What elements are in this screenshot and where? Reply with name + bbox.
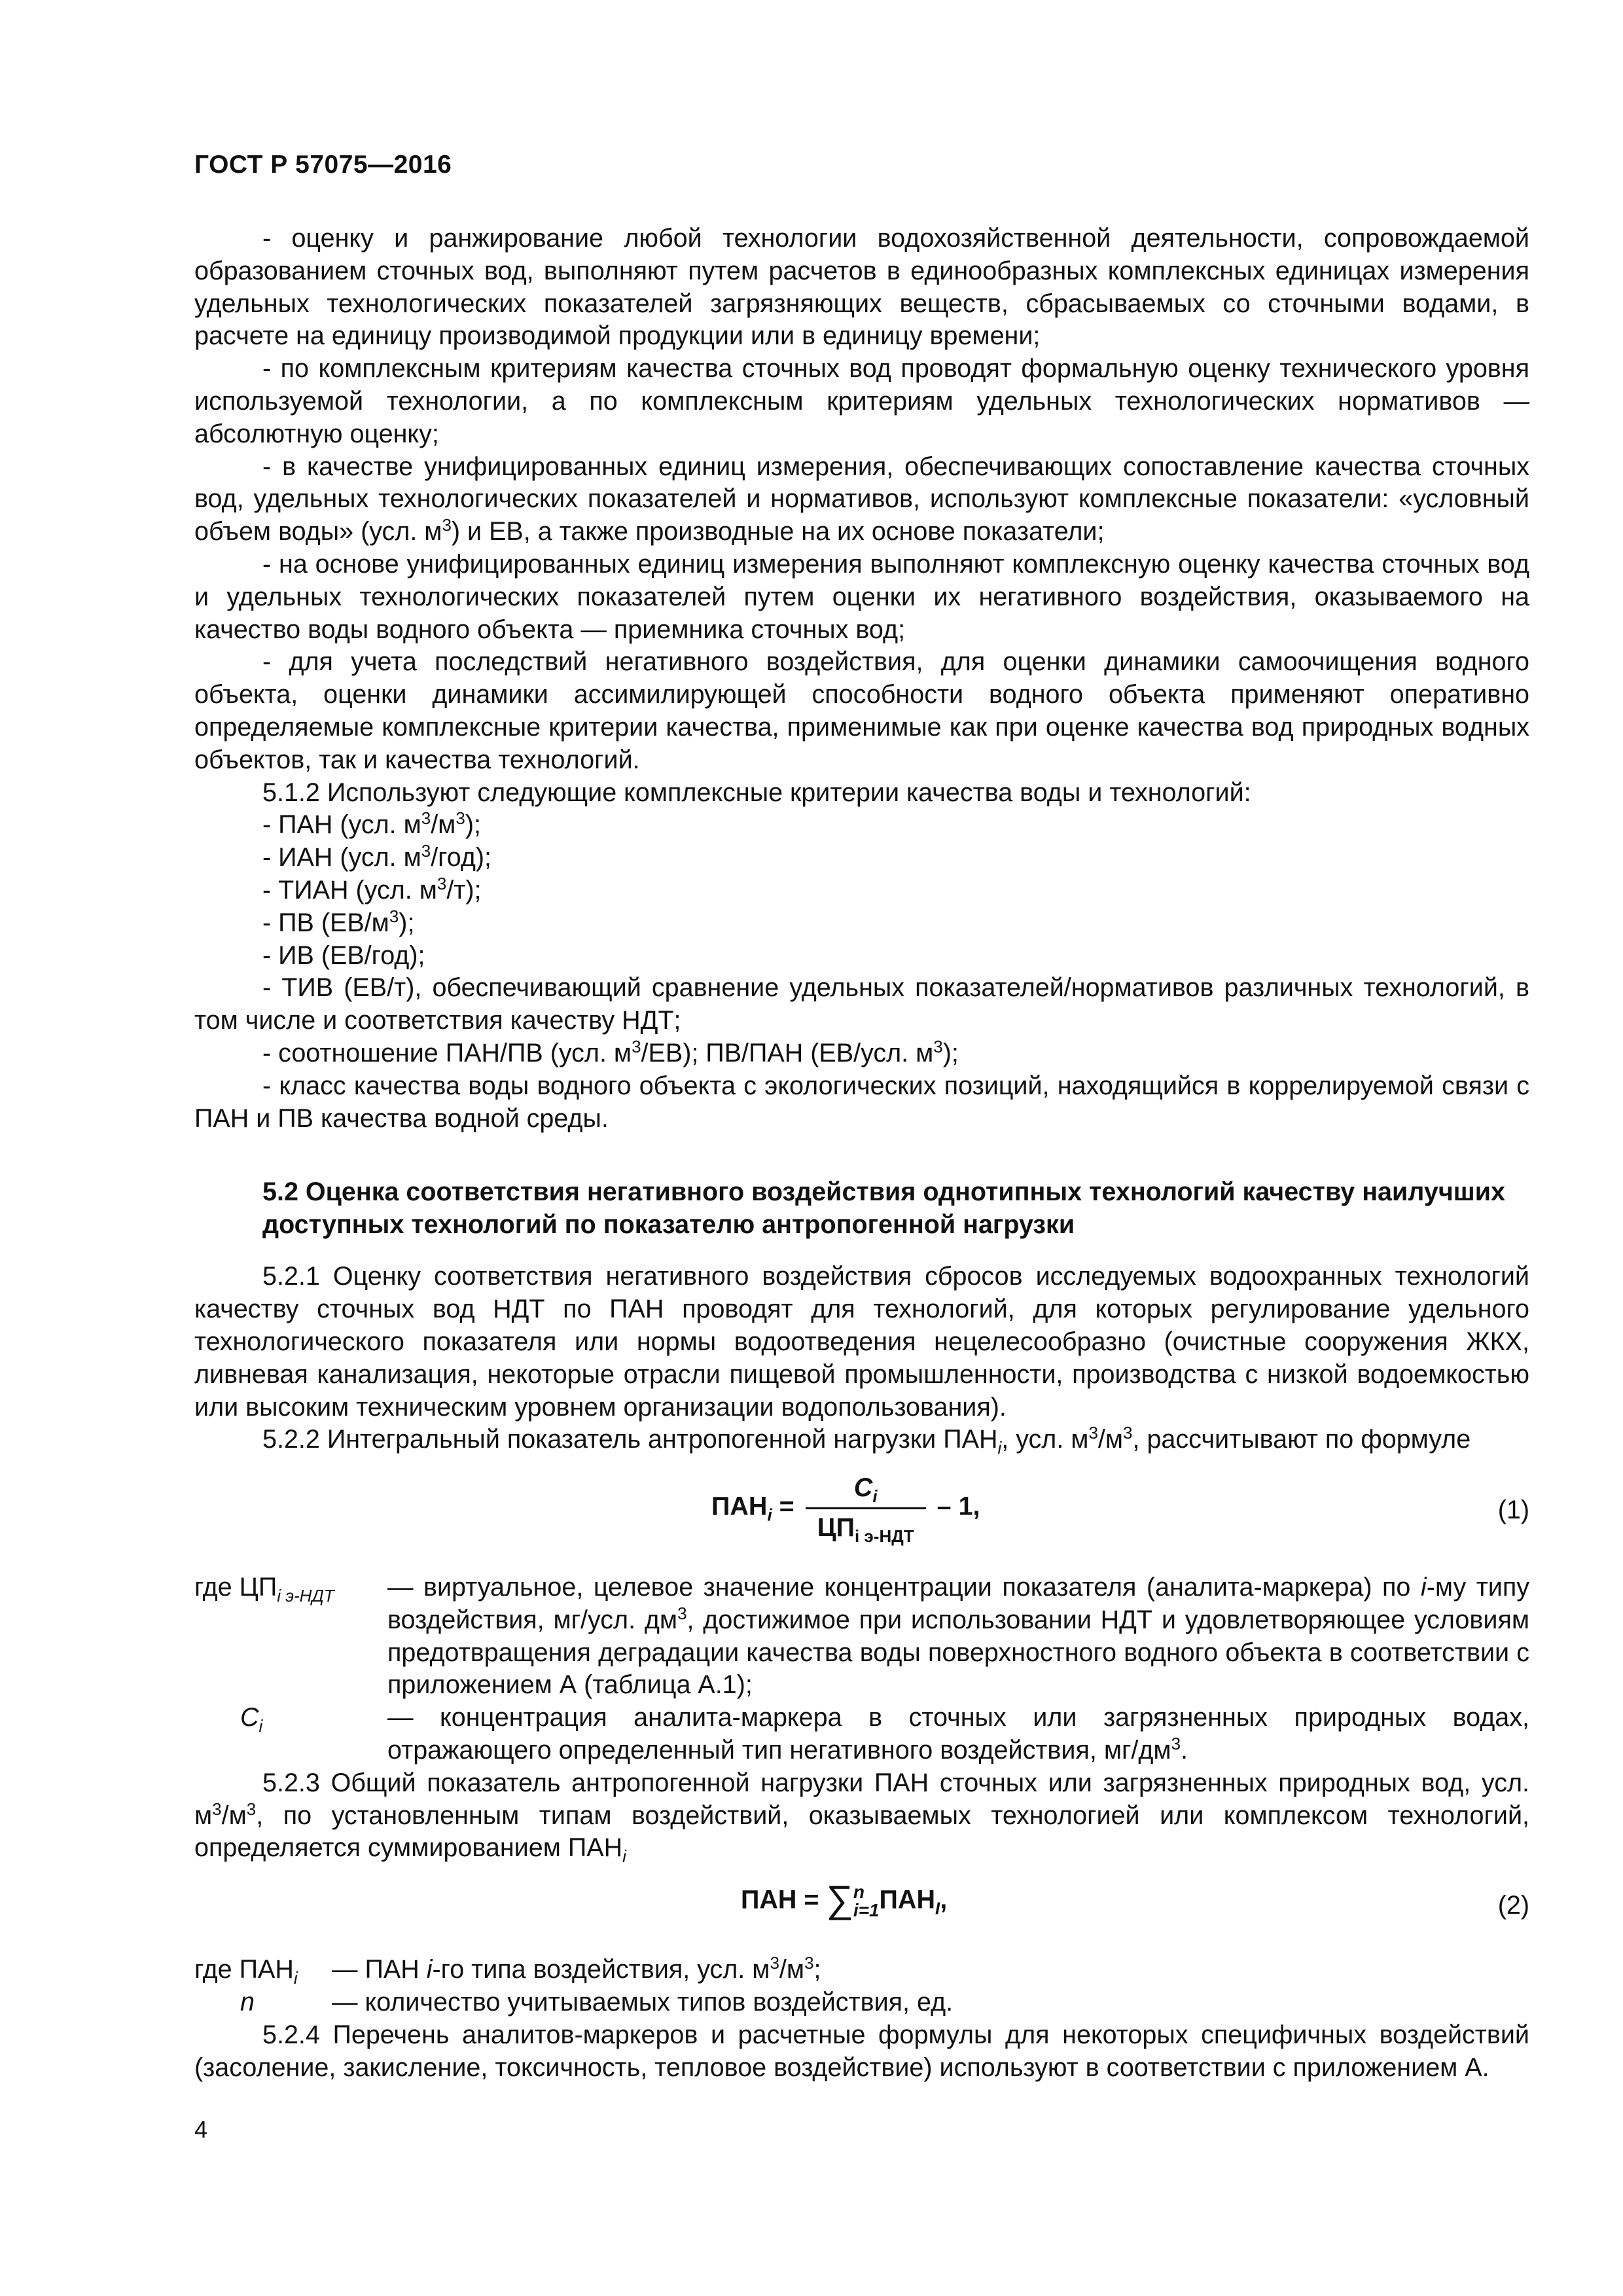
list-item: - оценку и ранжирование любой технологии водохозяйственной деятельности, сопровождаемой образованием сточных вод, выполняют путем расчетов в единообразных комплексных единицах измерения удельных технологических показателей загрязняющих веществ, сбрасываемых со сточными водами, в расчете на единицу производимой продукции или в единицу времени; xyxy=(194,224,1529,351)
paragraph-5-2-2: 5.2.2 Интегральный показатель антропогенной нагрузки $ПАН_i$, усл. $м^3/м^3$, рассчитывают по формуле xyxy=(262,1423,1471,1458)
definition-ci: $C_i$ — концентрация аналита-маркера в сточных или загрязненных природных водах, отражающего определенный тип негативного воздействия, $мг/дм^3$. xyxy=(240,1703,1529,1765)
paragraph-5-2-3: 5.2.3 Общий показатель антропогенной нагрузки ПАН сточных или загрязненных природных вод, усл. $м^3/м^3$, по установленным типам воздействий, оказываемых технологией или комплексом технологий, определяется суммированием $ПАН_i$ xyxy=(194,1768,1529,1867)
paragraph-5-2-1: 5.2.1 Оценку соответствия негативного воздействия сбросов исследуемых водоохранных технологий качеству сточных вод НДТ по ПАН проводят для технологий, для которых регулирование удельного технологического показателя или нормы водоотведения нецелесообразно (очистные сооружения ЖКХ, ливневая канализация, некоторые отрасли пищевой промышленности, производства с низкой водоемкостью или высоким техническим уровнем организации водопользования). xyxy=(194,1262,1529,1422)
paragraph-5-1-2: 5.1.2 Используют следующие комплексные критерии качества воды и технологий: xyxy=(262,778,1251,807)
list-item: - по комплексным критериям качества сточных вод проводят формальную оценку технического уровня используемой технологии, а по комплексным критериям удельных технологических нормативов — абсолютную оценку; xyxy=(194,354,1529,448)
criterion-pv: - ПВ $(ЕВ/м^3)$; xyxy=(262,906,415,937)
criterion-pan: - ПАН (усл. $м^3/м^3$); xyxy=(262,808,481,840)
list-item: - в качестве унифицированных единиц измерения, обеспечивающих сопоставление качества сточных вод, удельных технологических показателей и нормативов, используют комплексные показатели: «условный объем воды» (усл. $м^3$) и ЕВ, а также производные на их основе показатели; xyxy=(194,452,1529,547)
criterion-tiv: - ТИВ (ЕВ/т), обеспечивающий сравнение удельных показателей/нормативов различных технологий, в том числе и соответствия качеству НДТ; xyxy=(194,973,1529,1035)
criterion-iv: - ИВ (ЕВ/год); xyxy=(262,941,425,970)
equation-number: (1) xyxy=(1497,1496,1529,1525)
criterion-ratio: - соотношение ПАН/ПВ (усл. $м^3/ЕВ$); ПВ/ПАН (ЕВ/усл. $м^3$); xyxy=(262,1036,959,1067)
section-heading-5-2: 5.2 Оценка соответствия негативного воздействия однотипных технологий качеству наилучших доступных технологий по показателю антропогенной нагрузки xyxy=(262,1177,1505,1240)
definition-n: n — количество учитываемых типов воздействия, ед. xyxy=(240,1988,954,2017)
formula-1-expression: $ПАН_i$ = $\frac{C_i}{ЦП_{i э-НДТ}}$ – 1, xyxy=(711,1473,980,1546)
formula-2 xyxy=(194,1876,1529,1948)
definition-cp: где $ЦП_{i э-НДТ}$ — виртуальное, целевое значение концентрации показателя (аналита-маркера) по i-му типу воздействия, мг/усл. $дм^3$, достижимое при использовании НДТ и удовлетворяющее условиям предотвращения деградации качества воды поверхностного водного объекта в соответствии с приложением А (таблица А.1); xyxy=(194,1573,1529,1700)
list-item: - для учета последствий негативного воздействия, для оценки динамики самоочищения водного объекта, оценки динамики ассимилирующей способности водного объекта применяют оперативно определяемые комплексные критерии качества, применимые как при оценке качества вод природных водных объектов, так и качества технологий. xyxy=(194,647,1529,774)
paragraph-5-2-4: 5.2.4 Перечень аналитов-маркеров и расчетные формулы для некоторых специфичных воздействий (засоление, закисление, токсичность, тепловое воздействие) используют в соответствии с приложением А. xyxy=(194,2020,1529,2082)
formula-1 xyxy=(194,1468,1529,1566)
document-body xyxy=(194,223,1529,2084)
criterion-tian: - ТИАН (усл. $м^3/т$); xyxy=(262,873,482,905)
equation-number: (2) xyxy=(1497,1891,1529,1920)
criterion-class: - класс качества воды водного объекта с экологических позиций, находящийся в коррелируемой связи с ПАН и ПВ качества водной среды. xyxy=(194,1071,1529,1133)
criterion-ian: - ИАН (усл. $м^3/год$); xyxy=(262,840,491,872)
definition-pan-i: где $ПАН_i$ — ПАН i-го типа воздействия, усл. $м^3/м^3$; xyxy=(194,1953,821,1988)
list-item: - на основе унифицированных единиц измерения выполняют комплексную оценку качества сточных вод и удельных технологических показателей путем оценки их негативного воздействия, оказываемого на качество воды водного объекта — приемника сточных вод; xyxy=(194,549,1529,644)
fraction: $\frac{C_i}{ЦП_{i э-НДТ}}$ xyxy=(806,1472,926,1545)
formula-2-expression: ПАН = ∑n $i=1ПАН_I$, xyxy=(741,1878,948,1921)
document-header: ГОСТ Р 57075—2016 xyxy=(194,151,452,179)
page-number: 4 xyxy=(194,2116,208,2143)
